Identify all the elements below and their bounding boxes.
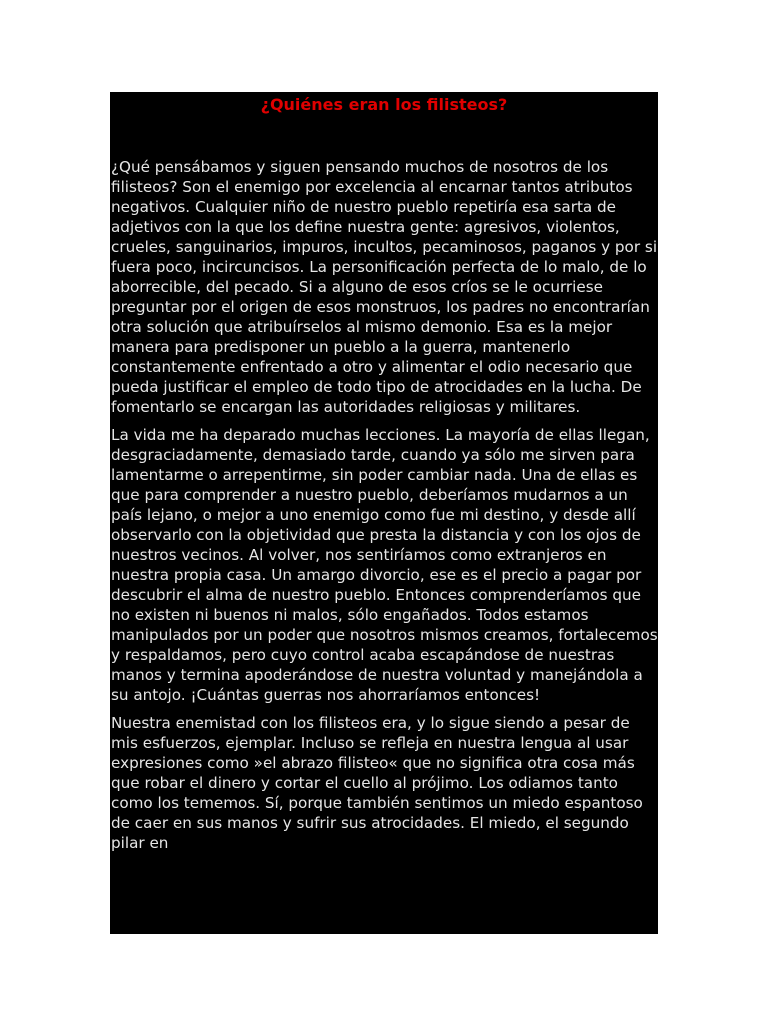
body-text [110,157,658,853]
paragraph-2: La vida me ha deparado muchas lecciones. La mayoría de ellas llegan, desgraciadamente, demasiado tarde, cuando ya sólo me sirven para lamentarme o arrepentirme, sin poder cambiar nada. Una de ellas es que para comprender a nuestro pueblo, deberíamos mudarnos a un país lejano, o mejor a uno enemigo como fue mi destino, y desde allí observarlo con la objetividad que presta la distancia y con los ojos de nuestros vecinos. Al volver, nos sentiríamos como extranjeros en nuestra propia casa. Un amargo divorcio, ese es el precio a pagar por descubrir el alma de nuestro pueblo. Entonces comprenderíamos que no existen ni buenos ni malos, sólo engañados. Todos estamos manipulados por un poder que nosotros mismos creamos, fortalecemos y respaldamos, pero cuyo control acaba escapándose de nuestras manos y termina apoderándose de nuestra voluntad y manejándola a su antojo. ¡Cuántas guerras nos ahorraríamos entonces! [111,426,658,704]
document-page [110,92,658,934]
page-title: ¿Quiénes eran los filisteos? [260,95,508,114]
paragraph-3: Nuestra enemistad con los filisteos era, y lo sigue siendo a pesar de mis esfuerzos, ejemplar. Incluso se refleja en nuestra lengua al usar expresiones como »el abrazo filisteo« que no significa otra cosa más que robar el dinero y cortar el cuello al prójimo. Los odiamos tanto como los tememos. Sí, porque también sentimos un miedo espantoso de caer en sus manos y sufrir sus atrocidades. El miedo, el segundo pilar en [111,714,643,852]
paragraph-1: ¿Qué pensábamos y siguen pensando muchos de nosotros de los filisteos? Son el enemigo por excelencia al encarnar tantos atributos negativos. Cualquier niño de nuestro pueblo repetiría esa sarta de adjetivos con la que los define nuestra gente: agresivos, violentos, crueles, sanguinarios, impuros, incultos, pecaminosos, paganos y por si fuera poco, incircuncisos. La personificación perfecta de lo malo, de lo aborrecible, del pecado. Si a alguno de esos críos se le ocurriese preguntar por el origen de esos monstruos, los padres no encontrarían otra solución que atribuírselos al mismo demonio. Esa es la mejor manera para predisponer un pueblo a la guerra, mantenerlo constantemente enfrentado a otro y alimentar el odio necesario que pueda justificar el empleo de todo tipo de atrocidades en la lucha. De fomentarlo se encargan las autoridades religiosas y militares. [111,158,658,416]
